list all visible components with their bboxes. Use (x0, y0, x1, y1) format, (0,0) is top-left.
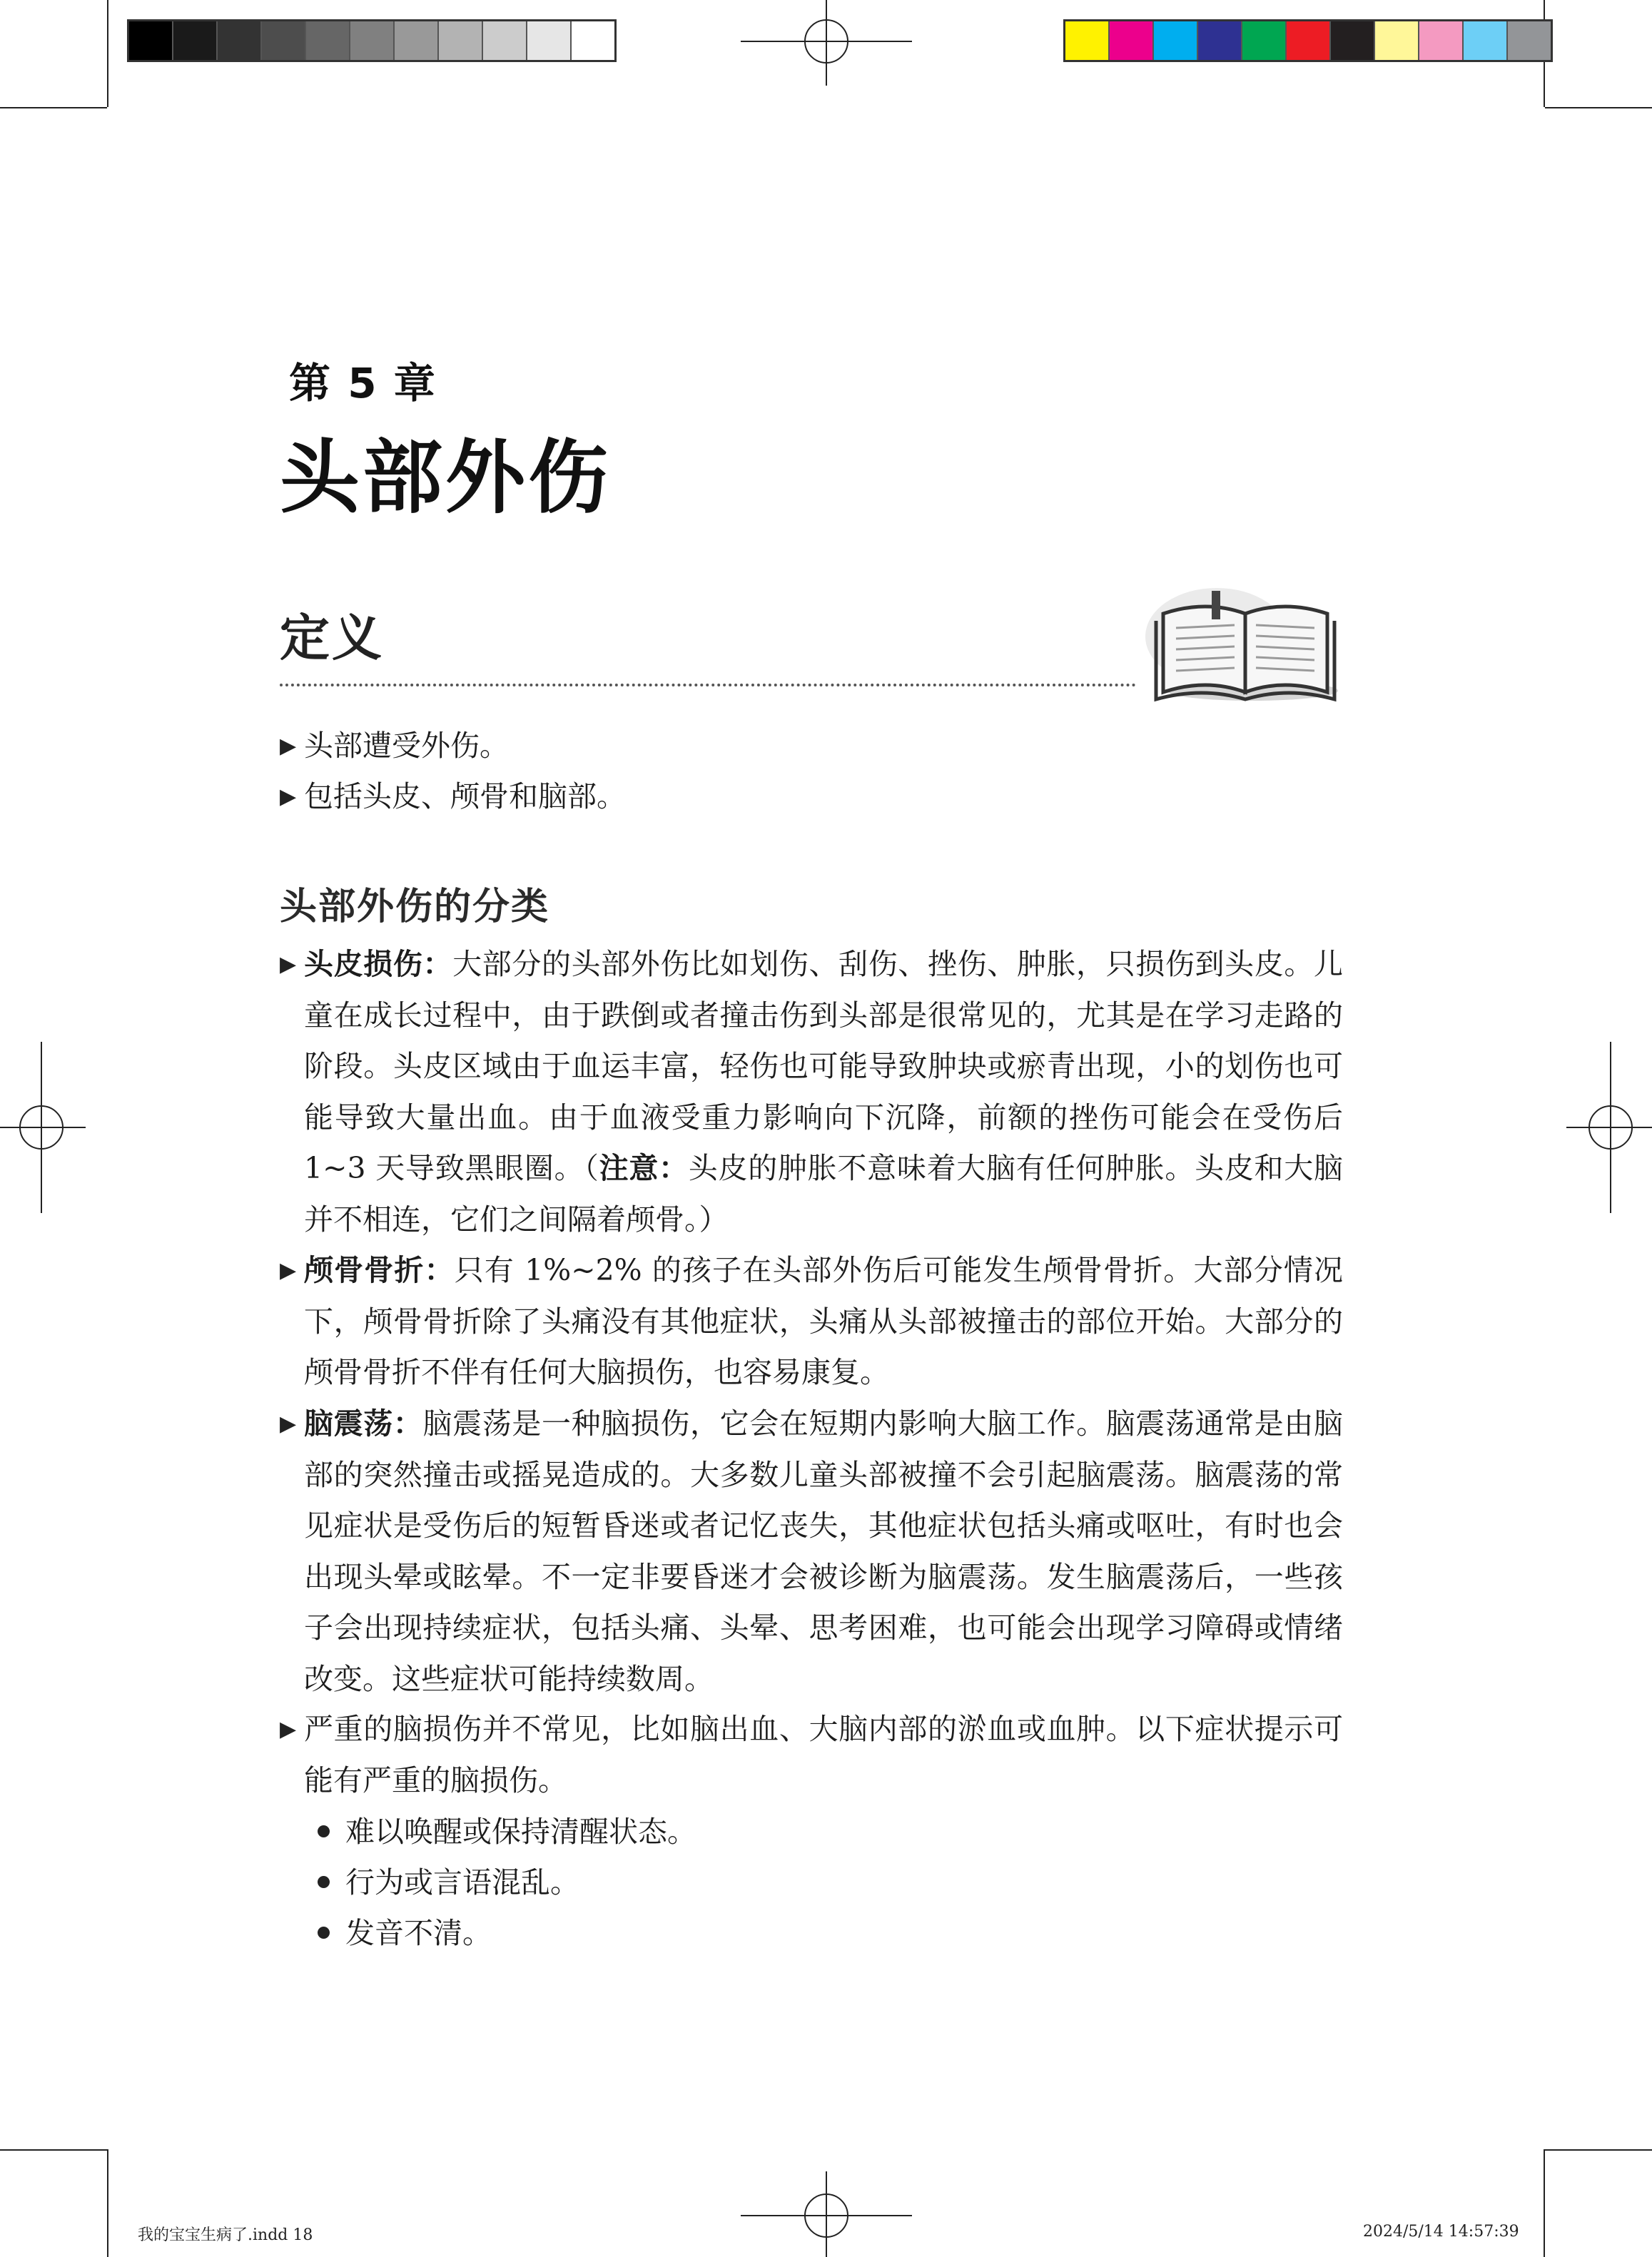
color-swatch (1065, 21, 1108, 60)
color-swatch (1462, 21, 1506, 60)
color-swatch (1108, 21, 1152, 60)
gray-swatch (216, 21, 260, 60)
crop-mark (1544, 2149, 1545, 2257)
skull-fracture-text: 只有 1%~2% 的孩子在头部外伤后可能发生颅骨骨折。大部分情况下，颅骨骨折除了头痛没有其他症状，头痛从头部被撞击的部位开始。大部分的颅骨骨折不伴有任何大脑损伤，也容易康复。 (304, 1253, 1343, 1389)
chapter-number: 第 5 章 (289, 359, 437, 407)
gray-swatch (437, 21, 482, 60)
scalp-note-text: 头皮的肿胀不意味着大脑有任何肿胀。头皮和大脑并不相连，它们之间隔着颅骨。） (304, 1151, 1344, 1237)
section-heading-definition: 定义 (280, 609, 384, 667)
bullet-dot-icon (318, 1876, 330, 1888)
symptom-item (318, 1807, 696, 1858)
triangle-bullet-icon: ▶ (280, 1717, 297, 1742)
color-swatch (1285, 21, 1329, 60)
gray-swatch (260, 21, 305, 60)
term-concussion: 脑震荡： (304, 1406, 423, 1441)
list-item-severe-brain-injury (280, 1704, 1343, 1806)
crop-mark (1545, 2149, 1652, 2151)
term-skull-fracture: 颅骨骨折： (304, 1253, 455, 1287)
registration-mark-icon (741, 2171, 912, 2257)
bullet-dot-icon (318, 1825, 330, 1837)
list-item (280, 721, 1343, 772)
color-swatch (1197, 21, 1241, 60)
registration-mark-icon (0, 1042, 86, 1213)
gray-swatch (349, 21, 393, 60)
crop-mark (0, 2149, 107, 2151)
gray-swatch (172, 21, 216, 60)
color-swatch (1506, 21, 1551, 60)
section-divider (280, 684, 1136, 686)
gray-swatch (393, 21, 437, 60)
open-book-icon (1135, 585, 1356, 710)
list-item (280, 771, 1343, 823)
color-swatch (1418, 21, 1462, 60)
symptom-item (318, 1857, 579, 1909)
crop-mark (107, 2149, 108, 2257)
color-swatch (1152, 21, 1197, 60)
process-color-bar (1063, 19, 1553, 62)
triangle-bullet-icon: ▶ (280, 1258, 297, 1283)
crop-mark (0, 107, 107, 108)
term-scalp-injury: 头皮损伤： (304, 947, 453, 981)
severe-brain-injury-text: 严重的脑损伤并不常见，比如脑出血、大脑内部的淤血或血肿。以下症状提示可能有严重的脑损伤。 (304, 1712, 1343, 1797)
scalp-injury-text: 大部分的头部外伤比如划伤、刮伤、挫伤、肿胀，只损伤到头皮。儿童在成长过程中，由于跌倒或者撞击伤到头部是很常见的，尤其是在学习走路的阶段。头皮区域由于血运丰富，轻伤也可能导致肿块或瘀青出现，小的划伤也可能导致大量出血。由于血液受重力影响向下沉降，前额的挫伤可能会在受伤后 1~3 天导致黑眼圈。（ (304, 947, 1344, 1185)
crop-mark (1545, 107, 1652, 108)
triangle-bullet-icon: ▶ (280, 952, 297, 977)
symptom-text: 行为或言语混乱。 (345, 1865, 579, 1900)
symptom-text: 难以唤醒或保持清醒状态。 (345, 1815, 696, 1849)
triangle-bullet-icon: ▶ (280, 734, 297, 759)
concussion-text: 脑震荡是一种脑损伤，它会在短期内影响大脑工作。脑震荡通常是由脑部的突然撞击或摇晃造成的。大多数儿童头部被撞不会引起脑震荡。脑震荡的常见症状是受伤后的短暂昏迷或者记忆丧失，其他症状包括头痛或呕吐，有时也会出现头晕或眩晕。不一定非要昏迷才会被诊断为脑震荡。发生脑震荡后，一些孩子会出现持续症状，包括头痛、头晕、思考困难，也可能会出现学习障碍或情绪改变。这些症状可能持续数周。 (304, 1406, 1344, 1696)
gray-swatch (570, 21, 614, 60)
list-item-concussion (280, 1399, 1343, 1705)
color-swatch (1329, 21, 1374, 60)
registration-mark-icon (741, 0, 912, 86)
definition-item-text: 头部遭受外伤。 (304, 729, 509, 763)
grayscale-color-bar (127, 19, 617, 62)
color-swatch (1374, 21, 1418, 60)
gray-swatch (129, 21, 172, 60)
symptom-item (318, 1908, 492, 1959)
crop-mark (107, 0, 108, 107)
bullet-dot-icon (318, 1927, 330, 1939)
gray-swatch (526, 21, 570, 60)
list-item-skull-fracture (280, 1245, 1343, 1399)
definition-item-text: 包括头皮、颅骨和脑部。 (304, 779, 626, 813)
indd-file-label: 我的宝宝生病了.indd 18 (138, 2226, 313, 2244)
triangle-bullet-icon: ▶ (280, 1411, 297, 1436)
chapter-title: 头部外伤 (280, 432, 611, 524)
subsection-heading-classification: 头部外伤的分类 (280, 886, 550, 928)
color-swatch (1241, 21, 1285, 60)
gray-swatch (305, 21, 349, 60)
symptom-text: 发音不清。 (345, 1916, 492, 1950)
gray-swatch (482, 21, 526, 60)
note-label: 注意： (599, 1151, 689, 1185)
list-item-scalp-injury (280, 939, 1343, 1245)
triangle-bullet-icon: ▶ (280, 784, 297, 809)
print-timestamp: 2024/5/14 14:57:39 (1363, 2223, 1519, 2241)
registration-mark-icon (1566, 1042, 1652, 1213)
